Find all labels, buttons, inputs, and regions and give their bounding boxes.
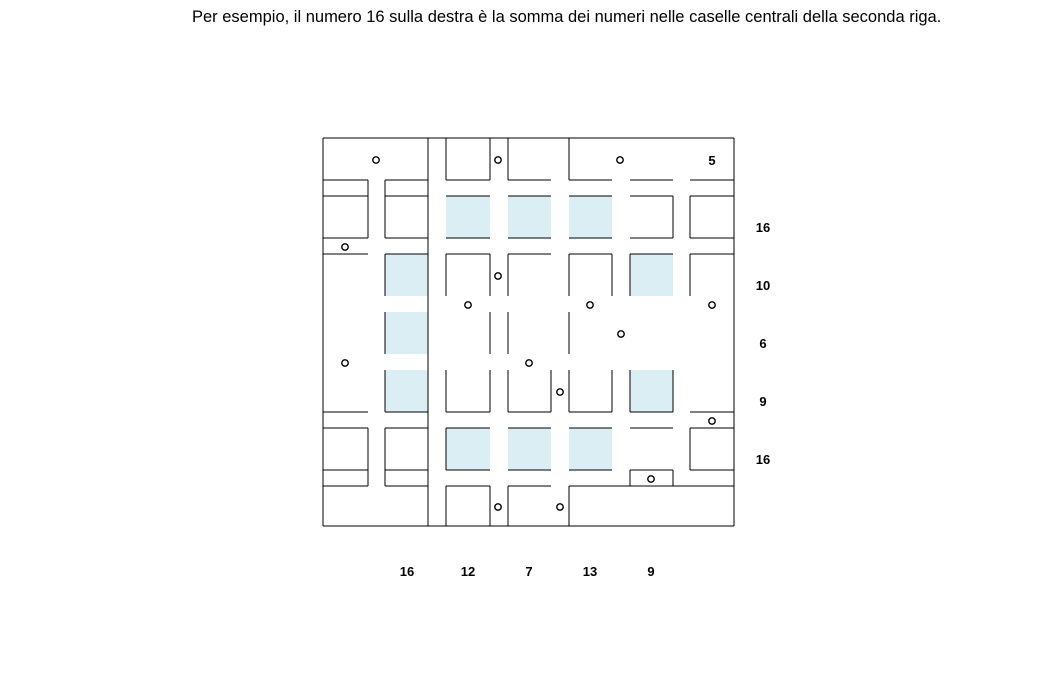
circle-marker (495, 273, 501, 279)
circle-marker (557, 389, 563, 395)
circle-marker (465, 302, 471, 308)
shaded-cell (569, 428, 612, 470)
circle-marker (709, 418, 715, 424)
shaded-cell (446, 428, 490, 470)
shaded-cell (630, 254, 673, 296)
row-sum-label: 9 (759, 394, 767, 409)
row-sum-label: 6 (759, 336, 767, 351)
row-sum-label: 16 (755, 452, 771, 467)
circle-marker (709, 302, 715, 308)
circle-marker (617, 157, 623, 163)
row-sums (756, 220, 770, 467)
column-sum-label: 16 (399, 564, 415, 579)
shaded-cell (446, 196, 490, 238)
circle-marker (557, 504, 563, 510)
column-sum-label: 9 (647, 564, 655, 579)
column-sum-label: 12 (460, 564, 476, 579)
top-right-label: 5 (708, 153, 716, 168)
shaded-cell (630, 370, 673, 412)
row-sum-label: 10 (755, 278, 771, 293)
shaded-cell (508, 428, 551, 470)
circle-marker (526, 360, 532, 366)
intro-text: Per esempio, il numero 16 sulla destra è la somma dei numeri nelle caselle centrali della seconda riga. (192, 8, 942, 26)
circle-marker (648, 476, 654, 482)
row-sum-label: 16 (755, 220, 771, 235)
shaded-cell (385, 370, 428, 412)
circle-marker (495, 504, 501, 510)
circle-marker (342, 244, 348, 250)
circle-marker (342, 360, 348, 366)
shaded-cell (385, 254, 428, 296)
shaded-cell (569, 196, 612, 238)
circle-marker (587, 302, 593, 308)
column-sum-label: 7 (525, 564, 533, 579)
shaded-cell (508, 196, 551, 238)
circle-marker (618, 331, 624, 337)
column-sum-label: 13 (582, 564, 598, 579)
circle-marker (373, 157, 379, 163)
circle-marker (495, 157, 501, 163)
column-sums (400, 564, 655, 579)
shaded-cell (385, 312, 428, 354)
